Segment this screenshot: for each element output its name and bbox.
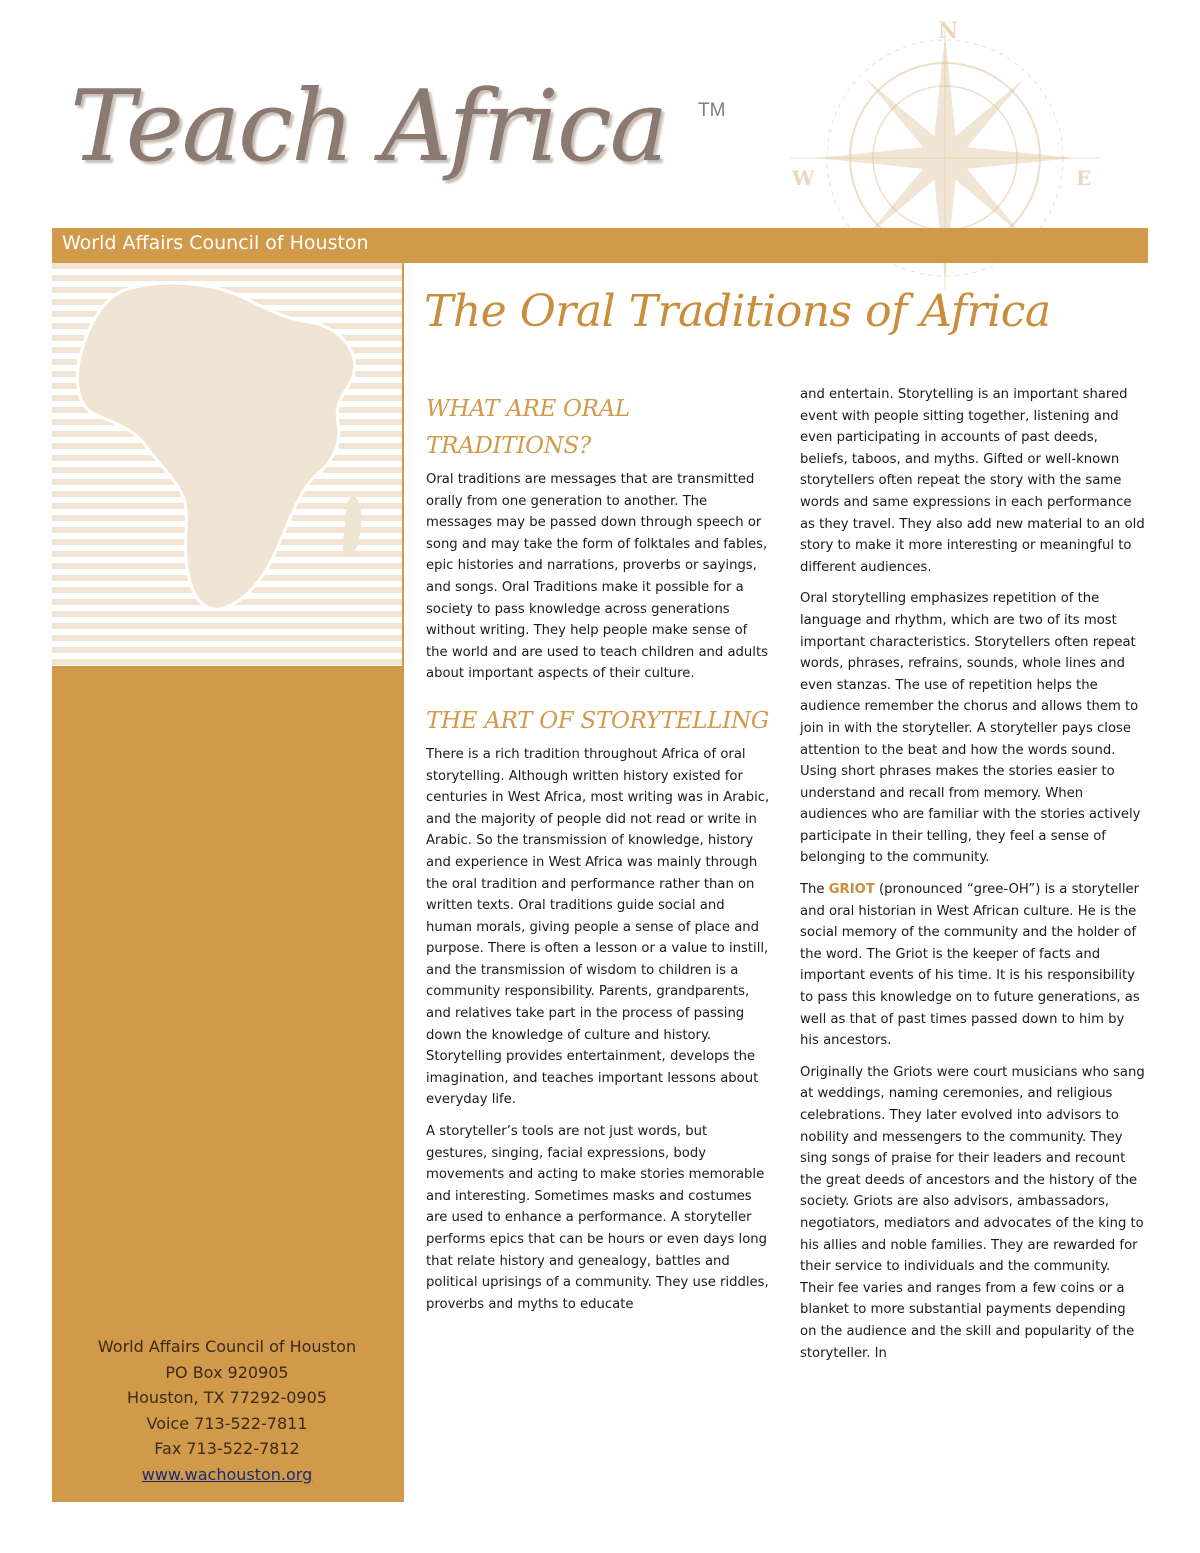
contact-city: Houston, TX 77292-0905: [127, 1388, 327, 1408]
paragraph-rich-tradition: There is a rich tradition throughout Africa of oral storytelling. Although written history existed for centuries in West Africa, most writing was in Arabic, and the majority of people did not read or write in Arabic. So the transmission of knowledge, history and experience in West Africa was mainly through the oral tradition and performance rather than on written texts. Oral traditions guide social and human morals, giving people a sense of place and purpose. There is often a lesson or a value to instill, and the transmission of wisdom to children is a community responsibility. Parents, grandparents, and relatives take part in the process of passing down the knowledge of culture and history. Storytelling provides entertainment, develops the imagination, and teaches important lessons about everyday life.: [426, 746, 770, 1108]
teach-africa-logo: Teach Africa: [70, 70, 667, 184]
heading-art-of-storytelling: THE ART OF STORYTELLING: [426, 707, 769, 734]
contact-voice: Voice 713-522-7811: [146, 1413, 308, 1433]
column-divider: [402, 263, 404, 1502]
contact-fax: Fax 713-522-7812: [154, 1439, 300, 1459]
compass-west-label: W: [792, 166, 815, 190]
africa-map-panel: [52, 263, 402, 666]
paragraph-griot: [800, 879, 1145, 1052]
organization-band-title: World Affairs Council of Houston: [62, 232, 369, 254]
contact-po-box: PO Box 920905: [165, 1362, 289, 1382]
compass-north-label: N: [938, 18, 959, 44]
griot-prefix: The: [800, 882, 825, 898]
contact-org: World Affairs Council of Houston: [97, 1337, 357, 1356]
website-link[interactable]: www.wachouston.org: [141, 1464, 313, 1484]
text-column-2: [800, 384, 1145, 1374]
paragraph-oral-traditions: Oral traditions are messages that are transmitted orally from one generation to another. The messages may be passed down through speech or song and may take the form of folktales and fables, epic histories and narrations, proverbs or sayings, and songs. Oral Traditions make it possible for a society to pass knowledge across generations without writing. They help people make sense of the world and are used to teach children and adults about important aspects of their culture.: [426, 472, 768, 682]
griot-definition: (pronounced “gree-OH”) is a storyteller and oral historian in West African culture. He is the social memory of the community and the holder of the word. The Griot is the keeper of facts and important events of his time. It is his responsibility to pass this knowledge on to future generations, as well as that of past times passed down to him by his ancestors.: [800, 882, 1140, 1049]
page-title: The Oral Traditions of Africa: [424, 286, 1051, 337]
compass-east-label: E: [1076, 166, 1092, 190]
africa-map-icon: [52, 263, 402, 666]
paragraph-entertain: and entertain. Storytelling is an important shared event with people sitting together, listening and even participating in accounts of past deeds, beliefs, taboos, and myths. Gifted or well-known storytellers often repeat the story with the same words and same expressions in each performance as they travel. They also add new material to an old story to make it more interesting or meaningful to different audiences.: [800, 387, 1145, 575]
contact-info: [52, 1334, 402, 1488]
text-column-1: [426, 391, 771, 1325]
paragraph-storyteller-tools: A storyteller’s tools are not just words, but gestures, singing, facial expressions, body movements and acting to make stories memorable and interesting. Sometimes masks and costumes are used to enhance a performance. A storyteller performs epics that can be hours or even days long that relate history and genealogy, battles and political uprisings of a community. They use riddles, proverbs and myths to educate: [426, 1124, 769, 1312]
trademark-symbol: TM: [698, 100, 726, 121]
griot-term: GRIOT: [828, 882, 875, 898]
paragraph-court-musicians: Originally the Griots were court musicians who sang at weddings, naming ceremonies, and religious celebrations. They later evolved into advisors to nobility and messengers to the community. They sing songs of praise for their leaders and recount the great deeds of ancestors and the history of the society. Griots are also advisors, ambassadors, negotiators, mediators and advocates of the king to his allies and noble families. They are rewarded for their service to individuals and the community. Their fee varies and ranges from a few coins or a blanket to more substantial payments depending on the audience and the skill and popularity of the storyteller. In: [800, 1064, 1145, 1361]
paragraph-repetition: Oral storytelling emphasizes repetition of the language and rhythm, which are two of its most important characteristics. Storytellers often repeat words, phrases, refrains, sounds, whole lines and even stanzas. The use of repetition helps the audience remember the chorus and allows them to join in with the storyteller. A storyteller pays close attention to the beat and how the words sound. Using short phrases makes the stories easier to understand and recall from memory. When audiences who are familiar with the stories actively participate in their telling, they feel a sense of belonging to the community.: [800, 591, 1141, 866]
heading-what-are-oral-traditions: WHAT ARE ORAL TRADITIONS?: [426, 396, 630, 459]
